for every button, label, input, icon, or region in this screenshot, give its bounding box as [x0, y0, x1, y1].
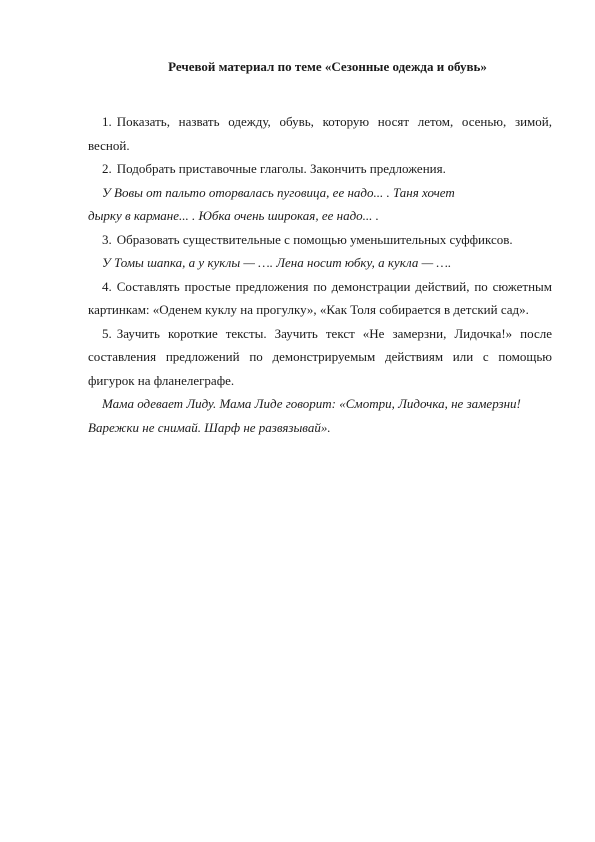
item-4-text: Составлять простые предложения по демонстрации действий, по сюжетным картинкам: «Оденем куклу на прогулку», «Как Толя собирается в детский сад».: [88, 278, 552, 317]
item-5-text: Заучить короткие тексты. Заучить текст «Не замерзни, Лидочка!» после составления предложений по демонстрируемым действиям или с помощью фигурок на фланелеграфе.: [88, 325, 552, 388]
item-3-example: У Томы шапка, а у куклы — …. Лена носит юбку, а кукла — ….: [102, 255, 452, 270]
item-4: [88, 275, 552, 322]
item-5-example: Мама одевает Лиду. Мама Лиде говорит: «Смотри, Лидочка, не замерзни! Варежки не снимай. Шарф не развязывай».: [88, 396, 521, 435]
item-2-number: 2.: [102, 161, 112, 176]
item-1: [88, 110, 552, 157]
item-3: [88, 228, 552, 252]
item-5: [88, 322, 552, 393]
item-3-number: 3.: [102, 231, 112, 247]
item-3-text: Образовать существительные с помощью уменьшительных суффиксов.: [116, 231, 513, 247]
item-1-text: Показать, назвать одежду, обувь, которую носят летом, осенью, зимой, весной.: [88, 114, 552, 153]
item-5-number: 5.: [102, 325, 112, 341]
item-2-text: Подобрать приставочные глаголы. Закончить предложения.: [116, 161, 446, 176]
item-2-example-line2: дырку в кармане... . Юбка очень широкая, ее надо... .: [88, 208, 379, 223]
document-body: [88, 110, 552, 439]
item-4-number: 4.: [102, 278, 112, 294]
document-title: Речевой материал по теме «Сезонные одежда и обувь»: [168, 59, 487, 74]
item-2: [88, 157, 552, 181]
item-2-example-line1: У Вовы от пальто оторвалась пуговица, ее надо... . Таня хочет: [102, 184, 455, 200]
item-1-number: 1.: [102, 114, 112, 129]
